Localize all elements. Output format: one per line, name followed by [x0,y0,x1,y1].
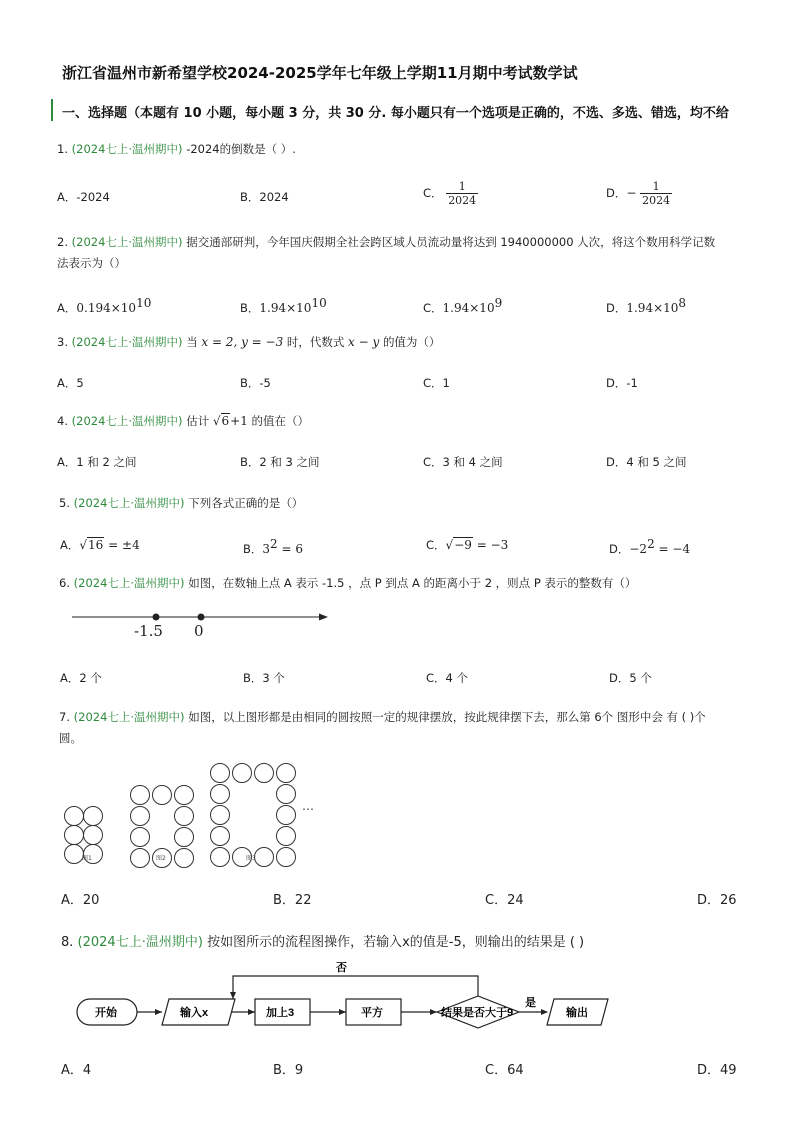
q4-option-c[interactable]: C．3 和 4 之间 [423,455,503,469]
circle [211,806,230,825]
q6-option-a[interactable]: A．2 个 [60,671,102,685]
q7-option-d[interactable]: D．26 [697,893,737,908]
section-heading: 一、选择题（本题有 10 小题，每小题 3 分，共 30 分. 每小题只有一个选项是正确的，不选、多选、错选，均不给 [62,106,729,121]
circle [277,806,296,825]
circle [211,764,230,783]
circle [277,848,296,867]
circle [131,828,150,847]
circle [175,849,194,868]
circle [255,848,274,867]
q7-option-b[interactable]: B．22 [273,893,312,908]
question-5: 5. (2024七上·温州期中) 下列各式正确的是（） [59,496,304,510]
q3-option-a[interactable]: A．5 [57,376,84,390]
page-title: 浙江省温州市新希望学校2024-2025学年七年级上学期11月期中考试数学试 [62,64,578,82]
source-tag[interactable]: (2024七上·温州期中) [73,576,185,590]
circle [277,827,296,846]
q5-option-c[interactable]: C．√−9 = −3 [426,538,509,552]
circle [84,826,103,845]
number-line-figure [60,600,340,650]
question-stem: -2024的倒数是（ ）. [186,142,296,156]
circle [233,764,252,783]
flowchart-square-label: 平方 [361,1007,383,1019]
q4-option-b[interactable]: B．2 和 3 之间 [240,455,320,469]
circle [175,807,194,826]
flowchart [70,956,620,1036]
circle [153,786,172,805]
source-tag[interactable]: (2024七上·温州期中) [71,142,183,156]
flowchart-no-label: 否 [336,962,347,974]
q7-option-c[interactable]: C．24 [485,893,524,908]
q3-option-b[interactable]: B．-5 [240,376,271,390]
flowchart-condition-label: 结果是否大于9 [441,1007,514,1019]
fraction: $\frac{1}{2024}$ [642,180,671,207]
question-number: 1. [57,142,68,156]
question-2: 2. (2024七上·温州期中) 据交通部研判，今年国庆假期全社会跨区域人员流动量将达到 1940000000 人次，将这个数用科学记数 法表示为（） [57,235,716,270]
q8-option-a[interactable]: A．4 [61,1063,92,1078]
question-3: 3. (2024七上·温州期中) 当 x = 2, y = −3 时，代数式 x − y 的值为（） [57,335,441,349]
q5-option-d[interactable]: D．$-2^2 = -4$ [609,537,691,556]
q6-option-d[interactable]: D．5 个 [609,671,652,685]
source-tag[interactable]: (2024七上·温州期中) [77,935,203,950]
question-7: 7. (2024七上·温州期中) 如图，以上图形都是由相同的圆按照一定的规律摆放，按此规律摆下去，那么第 6个 图形中会 有 ( )个 圆。 [59,710,706,745]
source-tag[interactable]: (2024七上·温州期中) [71,414,183,428]
circle [277,785,296,804]
q4-option-d[interactable]: D．4 和 5 之间 [606,455,687,469]
circle [131,849,150,868]
circle [65,845,84,864]
point-origin [198,614,205,621]
flowchart-add-label: 加上3 [266,1007,295,1019]
circle [65,807,84,826]
question-8: 8. (2024七上·温州期中) 按如图所示的流程图操作，若输入x的值是-5，则输出的结果是 ( ) [61,935,585,950]
label-zero: 0 [194,622,204,640]
q1-option-d[interactable]: D．− $\frac{1}{2024}$ [606,180,671,207]
circle [65,826,84,845]
circle [131,786,150,805]
source-tag[interactable]: (2024七上·温州期中) [71,335,183,349]
q2-option-d[interactable]: D．$1.94\times 10^8$ [606,296,687,315]
question-6: 6. (2024七上·温州期中) 如图，在数轴上点 A 表示 -1.5 ，点 P 到点 A 的距离小于 2 ，则点 P 表示的整数有（） [59,576,637,590]
q6-option-b[interactable]: B．3 个 [243,671,285,685]
circle [211,848,230,867]
q3-option-d[interactable]: D．-1 [606,376,638,390]
q6-option-c[interactable]: C．4 个 [426,671,469,685]
q2-option-b[interactable]: B．$1.94\times 10^{10}$ [240,296,327,315]
circle-pattern-figure [60,758,340,868]
arrow-head-icon [319,614,328,621]
flowchart-input-label: 输入x [180,1007,209,1019]
q5-option-a[interactable]: A．√16 = ±4 [60,538,140,552]
circle [255,764,274,783]
q8-option-b[interactable]: B．9 [273,1063,304,1078]
circle [84,807,103,826]
q8-option-c[interactable]: C．64 [485,1063,524,1078]
fig3-caption: 图3 [246,855,256,862]
q8-option-d[interactable]: D．49 [697,1063,737,1078]
circle [175,786,194,805]
section-marker [51,99,53,121]
q1-option-b[interactable]: B．2024 [240,190,289,204]
q3-option-c[interactable]: C．1 [423,376,450,390]
q2-option-c[interactable]: C．$1.94\times 10^9$ [423,296,503,315]
question-4: 4. (2024七上·温州期中) 估计 √6+1 的值在（） [57,414,310,428]
fig2-caption: 图2 [156,855,166,862]
point-a [153,614,160,621]
circle [131,807,150,826]
fraction: $\frac{1}{2024}$ [448,180,477,207]
source-tag[interactable]: (2024七上·温州期中) [71,235,183,249]
flowchart-start-label: 开始 [95,1007,117,1019]
circle [175,828,194,847]
circle [211,785,230,804]
q1-option-c[interactable]: C． $\frac{1}{2024}$ [423,180,477,207]
q7-option-a[interactable]: A．20 [61,893,100,908]
ellipsis: … [302,799,314,813]
circle [211,827,230,846]
q2-option-a[interactable]: A．$0.194\times 10^{10}$ [57,296,152,315]
flowchart-output-label: 输出 [566,1007,588,1019]
source-tag[interactable]: (2024七上·温州期中) [73,710,185,724]
q1-option-a[interactable]: A．-2024 [57,190,110,204]
circle [277,764,296,783]
fig1-caption: 图1 [82,855,92,862]
q4-option-a[interactable]: A．1 和 2 之间 [57,455,137,469]
label-minus-1-5: -1.5 [134,622,163,640]
question-1 [57,139,296,160]
q5-option-b[interactable]: B．$3^2 = 6$ [243,537,304,556]
flowchart-yes-label: 是 [525,997,536,1009]
source-tag[interactable]: (2024七上·温州期中) [73,496,185,510]
